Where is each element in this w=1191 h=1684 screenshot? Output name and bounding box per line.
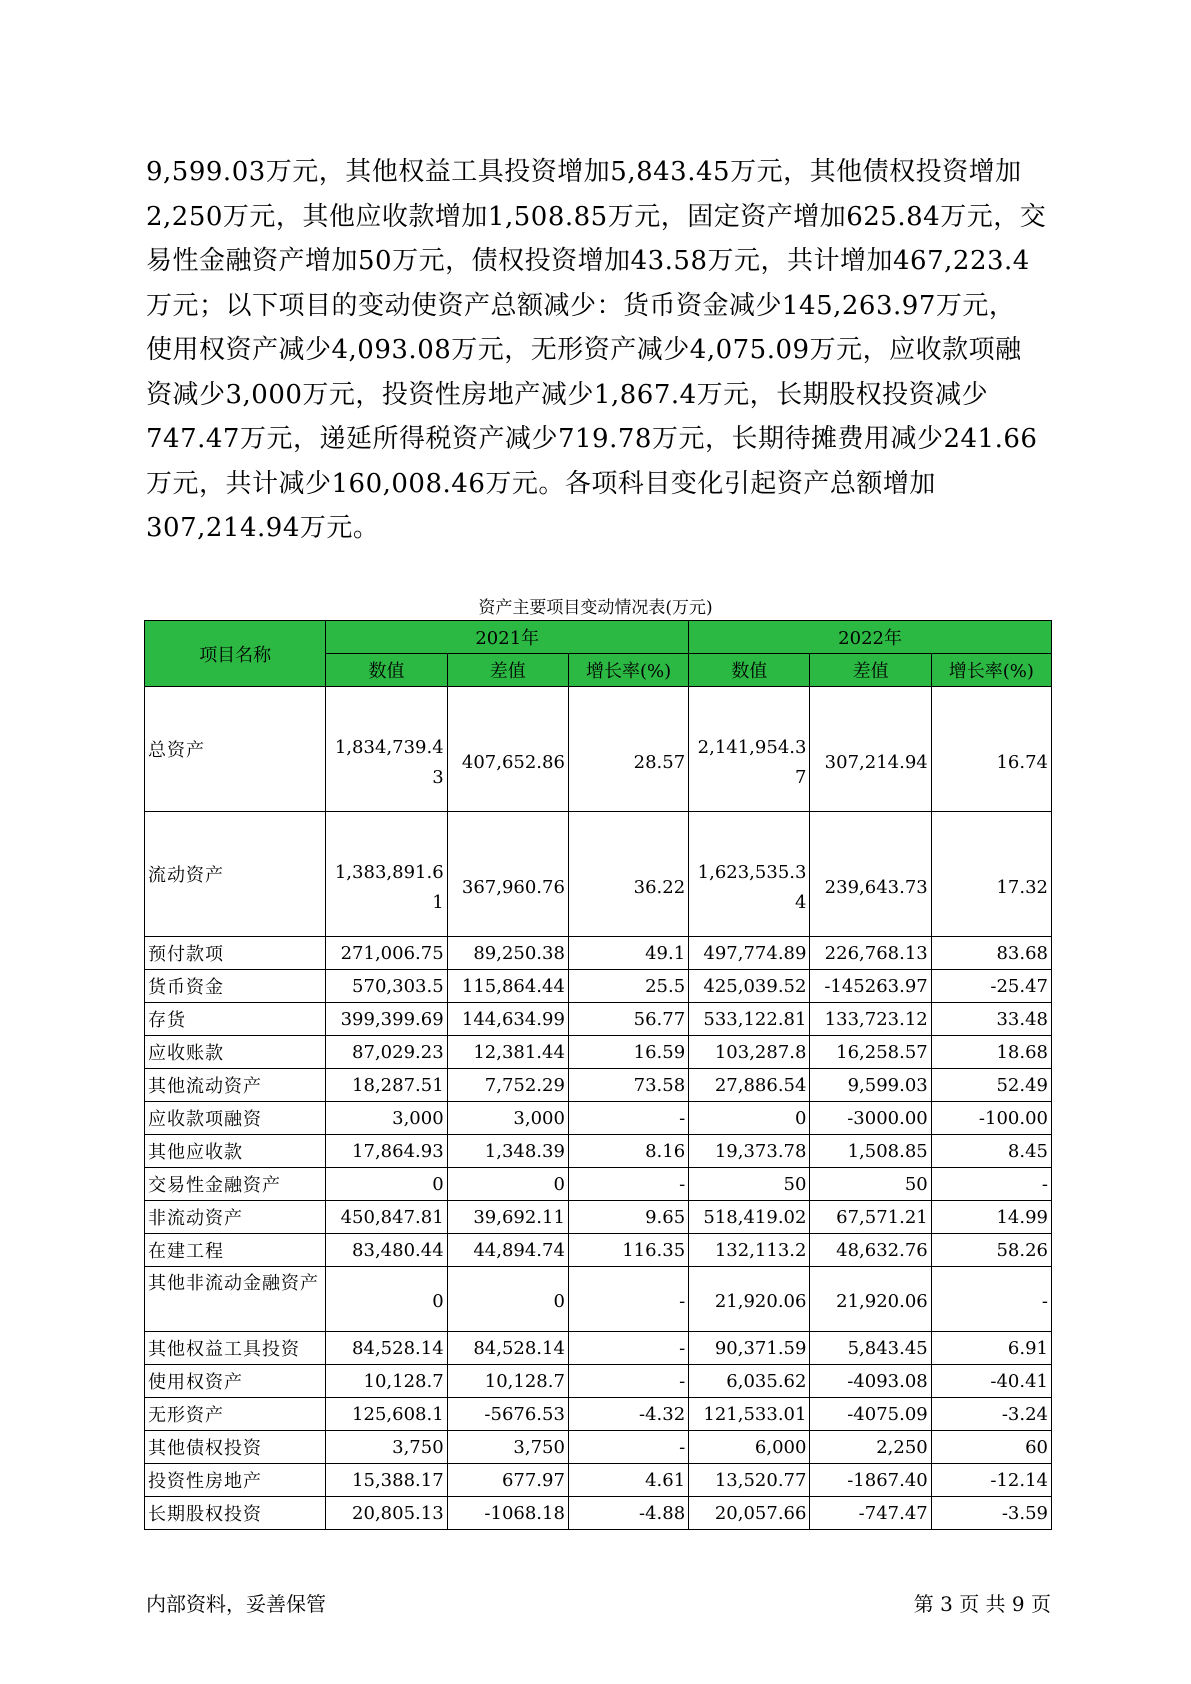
- cell-rate-2021: 56.77: [568, 1003, 688, 1036]
- table-row: [145, 1036, 1052, 1069]
- cell-diff-2021: 115,864.44: [447, 970, 568, 1003]
- cell-value-2021: 87,029.23: [326, 1036, 447, 1069]
- cell-diff-2021: 407,652.86: [447, 687, 568, 812]
- row-item-name: 非流动资产: [145, 1201, 326, 1234]
- cell-rate-2022: 8.45: [931, 1135, 1051, 1168]
- table-row: [145, 812, 1052, 937]
- cell-diff-2021: 10,128.7: [447, 1365, 568, 1398]
- cell-diff-2021: 0: [447, 1267, 568, 1332]
- cell-value-2021: 1,383,891.61: [326, 812, 447, 937]
- cell-value-2022: 1,623,535.34: [689, 812, 810, 937]
- table-row: [145, 1497, 1052, 1530]
- cell-value-2021: 1,834,739.43: [326, 687, 447, 812]
- cell-value-2022: 132,113.2: [689, 1234, 810, 1267]
- table-row: [145, 1201, 1052, 1234]
- cell-value-2021: 3,750: [326, 1431, 447, 1464]
- header-year-2022: 2022年: [689, 621, 1052, 654]
- cell-diff-2022: 2,250: [810, 1431, 931, 1464]
- body-paragraph: [146, 150, 1061, 551]
- paragraph-line: 307,214.94万元。: [146, 513, 380, 543]
- cell-value-2021: 10,128.7: [326, 1365, 447, 1398]
- table-row: [145, 970, 1052, 1003]
- cell-value-2021: 18,287.51: [326, 1069, 447, 1102]
- cell-rate-2021: -: [568, 1168, 688, 1201]
- cell-diff-2021: 1,348.39: [447, 1135, 568, 1168]
- cell-rate-2022: -: [931, 1168, 1051, 1201]
- cell-diff-2022: 67,571.21: [810, 1201, 931, 1234]
- table-row: [145, 1431, 1052, 1464]
- paragraph-line: 747.47万元，递延所得税资产减少719.78万元，长期待摊费用减少241.66: [146, 424, 1038, 454]
- cell-diff-2021: 39,692.11: [447, 1201, 568, 1234]
- cell-rate-2021: 49.1: [568, 937, 688, 970]
- paragraph-line: 易性金融资产增加50万元，债权投资增加43.58万元，共计增加467,223.4: [146, 246, 1030, 276]
- cell-rate-2022: -: [931, 1267, 1051, 1332]
- cell-diff-2022: 239,643.73: [810, 812, 931, 937]
- header-value-2021: 数值: [326, 654, 447, 687]
- cell-rate-2022: 18.68: [931, 1036, 1051, 1069]
- cell-value-2022: 20,057.66: [689, 1497, 810, 1530]
- cell-value-2022: 0: [689, 1102, 810, 1135]
- table-row: [145, 1464, 1052, 1497]
- cell-rate-2022: -40.41: [931, 1365, 1051, 1398]
- table-row: [145, 1102, 1052, 1135]
- cell-value-2022: 13,520.77: [689, 1464, 810, 1497]
- cell-value-2022: 497,774.89: [689, 937, 810, 970]
- table-caption: 资产主要项目变动情况表(万元): [478, 598, 713, 618]
- cell-rate-2022: 6.91: [931, 1332, 1051, 1365]
- cell-diff-2022: 307,214.94: [810, 687, 931, 812]
- header-rate-2022: 增长率(%): [931, 654, 1051, 687]
- row-item-name: 总资产: [145, 687, 326, 812]
- cell-rate-2021: 36.22: [568, 812, 688, 937]
- row-item-name: 其他权益工具投资: [145, 1332, 326, 1365]
- paragraph-line: 2,250万元，其他应收款增加1,508.85万元，固定资产增加625.84万元，交: [146, 201, 1047, 232]
- cell-value-2022: 6,000: [689, 1431, 810, 1464]
- row-item-name: 存货: [145, 1003, 326, 1036]
- table-row: [145, 687, 1052, 812]
- cell-diff-2022: -145263.97: [810, 970, 931, 1003]
- header-value-2022: 数值: [689, 654, 810, 687]
- row-item-name: 其他债权投资: [145, 1431, 326, 1464]
- cell-value-2022: 121,533.01: [689, 1398, 810, 1431]
- cell-value-2021: 0: [326, 1168, 447, 1201]
- cell-rate-2021: 73.58: [568, 1069, 688, 1102]
- cell-diff-2021: 677.97: [447, 1464, 568, 1497]
- table-row: [145, 1003, 1052, 1036]
- cell-rate-2022: 58.26: [931, 1234, 1051, 1267]
- cell-rate-2022: 83.68: [931, 937, 1051, 970]
- cell-rate-2022: 16.74: [931, 687, 1051, 812]
- cell-value-2022: 21,920.06: [689, 1267, 810, 1332]
- cell-diff-2021: 3,000: [447, 1102, 568, 1135]
- cell-diff-2022: 48,632.76: [810, 1234, 931, 1267]
- footer-page-number: 第 3 页 共 9 页: [913, 1592, 1051, 1616]
- header-diff-2022: 差值: [810, 654, 931, 687]
- cell-diff-2021: 7,752.29: [447, 1069, 568, 1102]
- row-item-name: 在建工程: [145, 1234, 326, 1267]
- cell-rate-2022: 52.49: [931, 1069, 1051, 1102]
- paragraph-line: 使用权资产减少4,093.08万元，无形资产减少4,075.09万元，应收款项融: [146, 335, 1022, 365]
- cell-diff-2022: 226,768.13: [810, 937, 931, 970]
- cell-diff-2021: 144,634.99: [447, 1003, 568, 1036]
- cell-diff-2022: -4093.08: [810, 1365, 931, 1398]
- cell-diff-2022: 21,920.06: [810, 1267, 931, 1332]
- paragraph-line: 万元，共计减少160,008.46万元。各项科目变化引起资产总额增加: [146, 468, 936, 499]
- cell-rate-2022: 17.32: [931, 812, 1051, 937]
- cell-rate-2022: -3.59: [931, 1497, 1051, 1530]
- cell-value-2021: 84,528.14: [326, 1332, 447, 1365]
- paragraph-line: 资减少3,000万元，投资性房地产减少1,867.4万元，长期股权投资减少: [146, 379, 989, 410]
- table-row: [145, 1332, 1052, 1365]
- cell-value-2021: 570,303.5: [326, 970, 447, 1003]
- header-year-2021: 2021年: [326, 621, 689, 654]
- row-item-name: 预付款项: [145, 937, 326, 970]
- cell-rate-2022: 33.48: [931, 1003, 1051, 1036]
- cell-value-2022: 27,886.54: [689, 1069, 810, 1102]
- cell-value-2022: 19,373.78: [689, 1135, 810, 1168]
- cell-diff-2021: 44,894.74: [447, 1234, 568, 1267]
- table-row: [145, 1398, 1052, 1431]
- cell-diff-2021: 0: [447, 1168, 568, 1201]
- cell-value-2022: 103,287.8: [689, 1036, 810, 1069]
- cell-diff-2022: -1867.40: [810, 1464, 931, 1497]
- cell-value-2021: 17,864.93: [326, 1135, 447, 1168]
- table-row: [145, 1168, 1052, 1201]
- cell-rate-2021: 116.35: [568, 1234, 688, 1267]
- cell-diff-2022: 133,723.12: [810, 1003, 931, 1036]
- cell-rate-2021: -: [568, 1332, 688, 1365]
- cell-value-2021: 3,000: [326, 1102, 447, 1135]
- cell-rate-2022: 60: [931, 1431, 1051, 1464]
- row-item-name: 应收款项融资: [145, 1102, 326, 1135]
- cell-value-2021: 15,388.17: [326, 1464, 447, 1497]
- cell-diff-2022: 50: [810, 1168, 931, 1201]
- cell-rate-2021: 8.16: [568, 1135, 688, 1168]
- cell-value-2022: 518,419.02: [689, 1201, 810, 1234]
- cell-diff-2021: 3,750: [447, 1431, 568, 1464]
- cell-diff-2021: 84,528.14: [447, 1332, 568, 1365]
- cell-value-2022: 6,035.62: [689, 1365, 810, 1398]
- cell-rate-2021: 16.59: [568, 1036, 688, 1069]
- table-row: [145, 1267, 1052, 1332]
- cell-rate-2021: 25.5: [568, 970, 688, 1003]
- cell-diff-2021: 367,960.76: [447, 812, 568, 937]
- cell-diff-2022: 9,599.03: [810, 1069, 931, 1102]
- table-row: [145, 1365, 1052, 1398]
- row-item-name: 其他非流动金融资产: [145, 1267, 326, 1332]
- cell-value-2022: 533,122.81: [689, 1003, 810, 1036]
- footer-confidential-note: 内部资料，妥善保管: [146, 1592, 326, 1616]
- cell-diff-2022: -4075.09: [810, 1398, 931, 1431]
- paragraph-line: 万元；以下项目的变动使资产总额减少：货币资金减少145,263.97万元，: [146, 290, 1016, 321]
- row-item-name: 投资性房地产: [145, 1464, 326, 1497]
- cell-rate-2021: -4.88: [568, 1497, 688, 1530]
- header-item-name: 项目名称: [145, 621, 326, 687]
- row-item-name: 应收账款: [145, 1036, 326, 1069]
- cell-rate-2022: -12.14: [931, 1464, 1051, 1497]
- cell-rate-2021: -: [568, 1365, 688, 1398]
- cell-diff-2022: 16,258.57: [810, 1036, 931, 1069]
- row-item-name: 使用权资产: [145, 1365, 326, 1398]
- table-row: [145, 1135, 1052, 1168]
- table-row: [145, 937, 1052, 970]
- cell-diff-2021: -1068.18: [447, 1497, 568, 1530]
- cell-rate-2021: -: [568, 1102, 688, 1135]
- cell-diff-2022: -747.47: [810, 1497, 931, 1530]
- asset-change-table: [144, 620, 1052, 1530]
- cell-value-2021: 20,805.13: [326, 1497, 447, 1530]
- table-header: [145, 621, 1052, 687]
- cell-rate-2021: 9.65: [568, 1201, 688, 1234]
- table-row: [145, 1069, 1052, 1102]
- cell-diff-2021: -5676.53: [447, 1398, 568, 1431]
- row-item-name: 无形资产: [145, 1398, 326, 1431]
- header-diff-2021: 差值: [447, 654, 568, 687]
- cell-diff-2022: 1,508.85: [810, 1135, 931, 1168]
- row-item-name: 长期股权投资: [145, 1497, 326, 1530]
- cell-value-2021: 125,608.1: [326, 1398, 447, 1431]
- cell-rate-2022: -3.24: [931, 1398, 1051, 1431]
- cell-rate-2021: -: [568, 1267, 688, 1332]
- row-item-name: 交易性金融资产: [145, 1168, 326, 1201]
- header-rate-2021: 增长率(%): [568, 654, 688, 687]
- cell-rate-2021: 28.57: [568, 687, 688, 812]
- cell-rate-2021: 4.61: [568, 1464, 688, 1497]
- table-row: [145, 1234, 1052, 1267]
- cell-diff-2022: 5,843.45: [810, 1332, 931, 1365]
- paragraph-line: 9,599.03万元，其他权益工具投资增加5,843.45万元，其他债权投资增加: [146, 157, 1022, 187]
- cell-rate-2021: -: [568, 1431, 688, 1464]
- cell-value-2022: 2,141,954.37: [689, 687, 810, 812]
- cell-value-2022: 50: [689, 1168, 810, 1201]
- cell-value-2021: 271,006.75: [326, 937, 447, 970]
- cell-diff-2022: -3000.00: [810, 1102, 931, 1135]
- cell-value-2021: 0: [326, 1267, 447, 1332]
- cell-diff-2021: 89,250.38: [447, 937, 568, 970]
- cell-rate-2021: -4.32: [568, 1398, 688, 1431]
- table-body: [145, 687, 1052, 1530]
- cell-value-2021: 399,399.69: [326, 1003, 447, 1036]
- cell-value-2021: 450,847.81: [326, 1201, 447, 1234]
- cell-value-2021: 83,480.44: [326, 1234, 447, 1267]
- row-item-name: 流动资产: [145, 812, 326, 937]
- cell-value-2022: 90,371.59: [689, 1332, 810, 1365]
- row-item-name: 其他流动资产: [145, 1069, 326, 1102]
- cell-value-2022: 425,039.52: [689, 970, 810, 1003]
- row-item-name: 货币资金: [145, 970, 326, 1003]
- cell-rate-2022: -100.00: [931, 1102, 1051, 1135]
- cell-rate-2022: -25.47: [931, 970, 1051, 1003]
- row-item-name: 其他应收款: [145, 1135, 326, 1168]
- cell-rate-2022: 14.99: [931, 1201, 1051, 1234]
- cell-diff-2021: 12,381.44: [447, 1036, 568, 1069]
